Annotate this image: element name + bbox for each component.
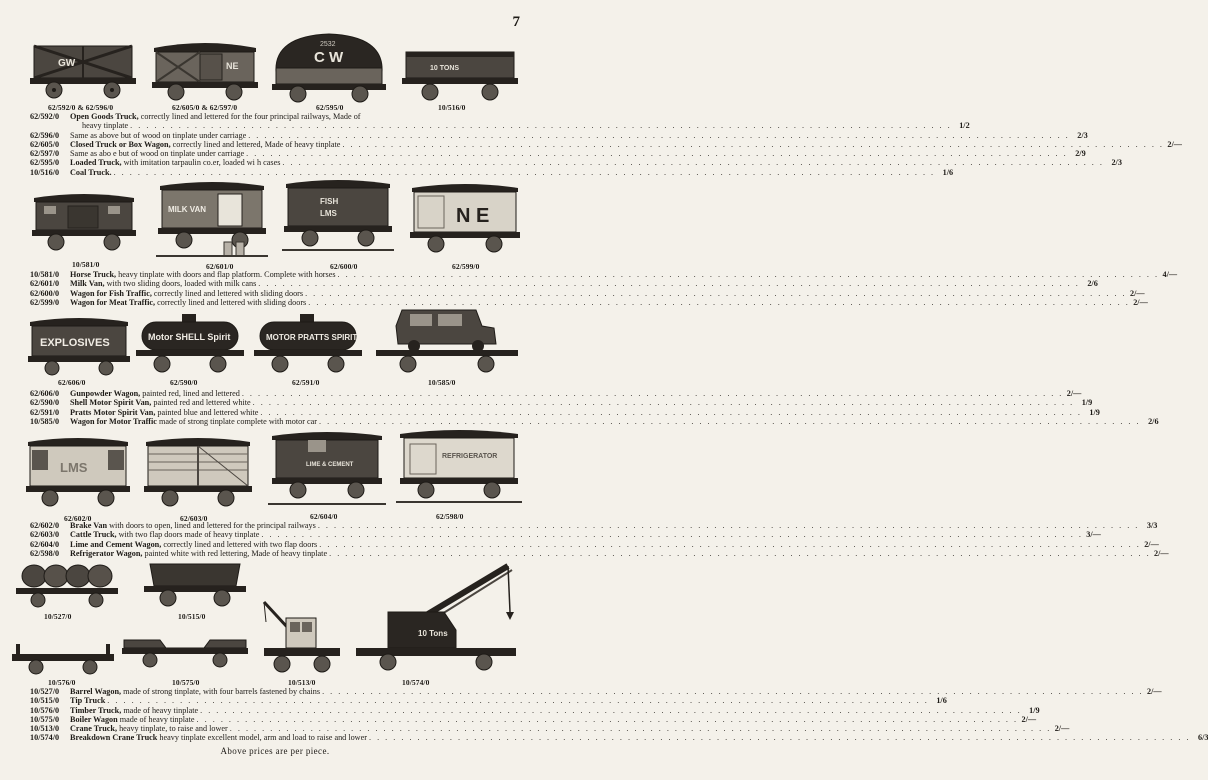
price-list-section-1 <box>30 112 1182 177</box>
item-code: 62/603/0 <box>30 530 60 540</box>
item-description: Same as above but of wood on tinplate under carriage <box>70 130 247 140</box>
image-caption: 10/513/0 <box>288 678 316 687</box>
image-caption: 10/576/0 <box>48 678 76 687</box>
item-title: Coal Truck. <box>70 167 112 177</box>
price-list-section-4 <box>30 521 1169 558</box>
item-price: 6/3 <box>1198 733 1208 743</box>
item-title: Shell Motor Spirit Van, <box>70 398 152 408</box>
item-code: 62/602/0 <box>30 521 60 530</box>
tip-truck-image <box>142 560 248 608</box>
item-code: 10/576/0 <box>30 705 60 715</box>
item-description: painted white with red lettering, Made of heavy tinplate <box>144 548 328 558</box>
vehicle-lettering: N E <box>456 205 490 227</box>
image-caption: 62/595/0 <box>316 103 344 112</box>
item-code: 62/600/0 <box>30 288 60 298</box>
price-list-row <box>30 270 1178 279</box>
image-caption: 10/527/0 <box>44 612 72 621</box>
crane-breakdown-truck-image <box>348 558 526 674</box>
item-code: 10/513/0 <box>30 724 60 734</box>
price-list-row <box>30 530 1101 540</box>
vehicle-lettering: Motor SHELL Spirit <box>148 332 231 342</box>
price-list-row <box>30 696 947 706</box>
item-code: 10/585/0 <box>30 416 60 426</box>
vehicle-lettering: EXPLOSIVES <box>40 337 110 349</box>
item-description: made of strong tinplate complete with motor car <box>159 416 318 426</box>
item-price: 1/6 <box>936 696 947 706</box>
vehicle-lettering: FISH <box>320 197 339 206</box>
item-price: 2/3 <box>1077 130 1088 140</box>
item-code: 62/595/0 <box>30 158 60 168</box>
item-price: 3/— <box>1086 530 1101 540</box>
item-title: Tip Truck <box>70 696 106 706</box>
crane-truck-image <box>258 598 346 678</box>
image-caption: 62/601/0 <box>206 262 234 271</box>
item-code: 62/590/0 <box>30 398 60 408</box>
item-description: correctly lined and lettered, Made of heavy tinplate <box>172 139 341 149</box>
tarpaulin-number: 2532 <box>320 41 336 48</box>
price-list-row <box>30 705 1040 715</box>
item-price: 2/— <box>1144 539 1159 549</box>
vehicle-lettering: 10 TONS <box>430 65 460 72</box>
item-price: 2/3 <box>1111 158 1122 168</box>
price-list-row <box>30 139 1182 149</box>
item-title: Barrel Wagon, <box>70 687 122 696</box>
motor-traffic-wagon-image <box>372 304 522 376</box>
item-title: Brake Van <box>70 521 108 530</box>
vehicle-lettering: REFRIGERATOR <box>442 453 498 460</box>
item-title: Gunpowder Wagon, <box>70 389 141 398</box>
price-list-row <box>30 389 1082 398</box>
image-caption: 62/592/0 & 62/596/0 <box>48 103 114 112</box>
item-title: Boiler Wagon <box>70 714 118 724</box>
item-code: 62/598/0 <box>30 548 60 558</box>
image-caption: 10/574/0 <box>402 678 430 687</box>
item-price: 2/— <box>1066 389 1082 398</box>
item-title: Milk Van, <box>70 279 105 289</box>
item-price: 1/6 <box>942 167 954 177</box>
image-caption: 62/600/0 <box>330 262 358 271</box>
milk-van-image <box>156 180 268 260</box>
item-price: 1/9 <box>1029 705 1040 715</box>
price-list-row <box>30 714 1037 724</box>
item-code: 10/527/0 <box>30 687 60 696</box>
vehicle-lettering: LIME & CEMENT <box>306 462 354 468</box>
item-title: Pratts Motor Spirit Van, <box>70 407 156 417</box>
vehicle-lettering: NE <box>226 61 239 71</box>
price-list-section-2 <box>30 270 1178 307</box>
item-code: 10/516/0 <box>30 167 60 177</box>
page-number: 7 <box>512 14 520 30</box>
item-description: made of strong tinplate, with four barrels fastened by chains <box>123 687 321 696</box>
item-description: painted blue and lettered white <box>157 407 259 417</box>
item-description: correctly lined and lettered with sliding doors <box>153 288 304 298</box>
price-list-row <box>30 733 1208 743</box>
item-title: Horse Truck, <box>70 270 117 279</box>
price-list-row <box>30 158 1122 168</box>
item-description: made of heavy tinplate <box>123 705 199 715</box>
item-price: 2/9 <box>1075 149 1086 159</box>
item-price: 2/6 <box>1087 279 1098 289</box>
image-caption: 62/604/0 <box>310 512 338 521</box>
item-description: heavy tinplate excellent model, arm and load to raise and lower <box>159 733 367 743</box>
item-title: Lime and Cement Wagon, <box>70 539 162 549</box>
vehicle-lettering: 10 Tons <box>418 629 448 638</box>
item-code: 62/597/0 <box>30 149 60 159</box>
image-caption: 62/590/0 <box>170 378 198 387</box>
item-price: 3/3 <box>1146 521 1158 530</box>
footer-note: Above prices are per piece. <box>220 746 330 756</box>
item-description: heavy tinplate <box>82 121 129 131</box>
vehicle-lettering: C W <box>314 49 344 66</box>
item-description: painted red, lined and lettered <box>142 389 240 398</box>
horse-truck-image <box>28 190 140 252</box>
item-description: made of heavy tinplate <box>119 714 195 724</box>
item-code: 62/606/0 <box>30 389 60 398</box>
lime-cement-wagon-image <box>268 430 386 510</box>
brake-van-image <box>24 436 132 508</box>
item-price: 2/— <box>1054 724 1070 734</box>
item-price: 4/— <box>1162 270 1178 279</box>
item-title: Cattle Truck, <box>70 530 117 540</box>
coal-truck-image <box>400 46 520 104</box>
price-list-row <box>30 279 1098 289</box>
item-price: 2/— <box>1154 548 1169 558</box>
item-description: painted red and lettered white <box>153 398 251 408</box>
price-list-row <box>30 149 1086 159</box>
item-code: 10/575/0 <box>30 714 60 724</box>
cattle-truck-image <box>142 436 254 508</box>
item-price: 2/— <box>1021 714 1037 724</box>
item-description: with two flap doors made of heavy tinplate <box>118 530 260 540</box>
item-title: Wagon for Meat Traffic, <box>70 297 156 307</box>
image-caption: 62/606/0 <box>58 378 86 387</box>
item-title: Closed Truck or Box Wagon, <box>70 139 171 149</box>
meat-wagon-image <box>408 182 522 256</box>
price-list-row <box>30 724 1070 734</box>
vehicle-lettering: GW <box>58 58 76 69</box>
item-description: correctly lined and lettered for the four principal railways, Made of <box>140 112 361 121</box>
item-title: Wagon for Fish Traffic, <box>70 288 152 298</box>
price-list-row <box>30 121 970 131</box>
item-description: correctly lined and lettered with sliding doors <box>157 297 307 307</box>
image-caption: 10/575/0 <box>172 678 200 687</box>
price-list-row <box>30 112 530 121</box>
item-title: Timber Truck, <box>70 705 122 715</box>
closed-box-wagon-image <box>150 38 260 102</box>
item-code: 10/515/0 <box>30 696 60 706</box>
vehicle-lettering: LMS <box>60 460 88 475</box>
vehicle-lettering: LMS <box>320 209 337 218</box>
item-code: 62/592/0 <box>30 112 60 121</box>
item-title: Crane Truck, <box>70 724 118 734</box>
item-code: 62/596/0 <box>30 130 60 140</box>
image-caption: 62/599/0 <box>452 262 480 271</box>
item-code: 10/574/0 <box>30 733 60 743</box>
price-list-row <box>30 130 1088 140</box>
item-price: 2/— <box>1167 139 1182 149</box>
item-description: heavy tinplate with doors and flap platform. Complete with horses <box>118 270 336 279</box>
image-caption: 62/591/0 <box>292 378 320 387</box>
item-description: with two sliding doors, loaded with milk cans <box>106 279 257 289</box>
image-caption: 62/598/0 <box>436 512 464 521</box>
image-caption: 62/605/0 & 62/597/0 <box>172 103 238 112</box>
loaded-truck-tarpaulin-image <box>270 32 388 104</box>
price-list-section-5 <box>30 687 1208 743</box>
item-title: Refrigerator Wagon, <box>70 548 143 558</box>
boiler-wagon-image <box>120 628 250 672</box>
item-price: 2/— <box>1130 288 1145 298</box>
item-price: 1/9 <box>1081 398 1093 408</box>
image-caption: 10/585/0 <box>428 378 456 387</box>
vehicle-lettering: MOTOR PRATTS SPIRIT <box>266 333 358 342</box>
item-title: Open Goods Truck, <box>70 112 139 121</box>
image-caption: 10/516/0 <box>438 103 466 112</box>
price-list-row <box>30 288 1145 298</box>
pratts-spirit-van-image <box>252 310 364 376</box>
price-list-row <box>30 521 1158 530</box>
price-list-row <box>30 687 1162 696</box>
open-goods-truck-image <box>28 42 138 100</box>
item-price: 2/— <box>1147 687 1162 696</box>
refrigerator-wagon-image <box>396 428 522 508</box>
item-code: 62/591/0 <box>30 407 60 417</box>
item-code: 62/601/0 <box>30 279 60 289</box>
item-price: 1/9 <box>1089 407 1100 417</box>
price-list-row <box>30 407 1100 417</box>
item-price: 2/— <box>1133 297 1148 307</box>
price-list-row <box>30 548 1169 558</box>
price-list-row <box>30 398 1093 408</box>
item-code: 62/605/0 <box>30 139 60 149</box>
item-description: heavy tinplate, to raise and lower <box>119 724 228 734</box>
item-title: Wagon for Motor Traffic <box>70 416 157 426</box>
item-description: Same as abo e but of wood on tinplate under carriage <box>70 149 245 159</box>
shell-spirit-van-image <box>134 310 246 376</box>
price-list-row <box>30 167 954 177</box>
item-code: 10/581/0 <box>30 270 60 279</box>
image-caption: 10/515/0 <box>178 612 206 621</box>
image-caption: 10/581/0 <box>72 260 100 269</box>
item-title: Loaded Truck, <box>70 158 122 168</box>
price-list-section-3 <box>30 389 1159 426</box>
item-description: correctly lined and lettered with two flap doors <box>163 539 318 549</box>
item-description: with imitation tarpaulin co.er, loaded wi h cases <box>123 158 281 168</box>
barrel-wagon-image <box>14 562 120 608</box>
timber-truck-image <box>10 640 116 676</box>
fish-wagon-image <box>282 178 394 256</box>
price-list-row <box>30 416 1159 426</box>
item-code: 62/604/0 <box>30 539 60 549</box>
vehicle-lettering: MILK VAN <box>168 205 207 214</box>
price-list-row <box>30 539 1159 549</box>
item-price: 1/2 <box>959 121 970 131</box>
item-description: with doors to open, lined and lettered for the principal railways <box>109 521 316 530</box>
gunpowder-wagon-image <box>26 314 132 376</box>
item-title: Breakdown Crane Truck <box>70 733 158 743</box>
image-caption: 62/602/0 <box>64 514 92 523</box>
item-code: 62/599/0 <box>30 297 60 307</box>
item-price: 2/6 <box>1148 416 1159 426</box>
image-caption: 62/603/0 <box>180 514 208 523</box>
